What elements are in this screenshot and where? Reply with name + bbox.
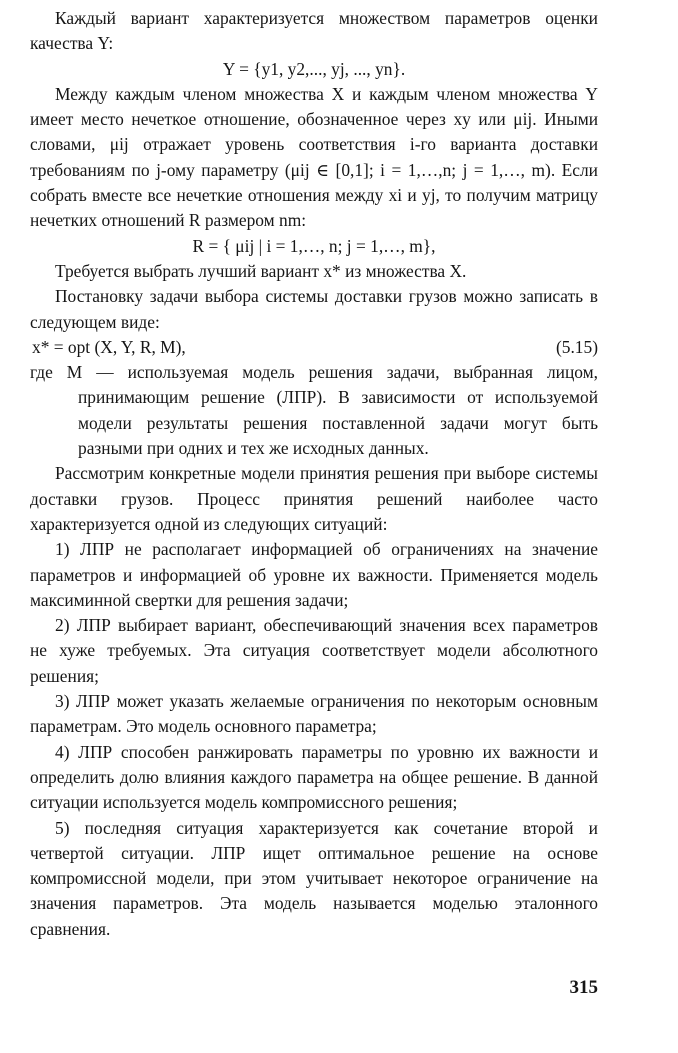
equation-y-set: Y = {y1, y2,..., yj, ..., yn}. <box>222 58 406 79</box>
equation-opt-row <box>30 335 598 360</box>
list-item-2: 2) ЛПР выбирает вариант, обеспечивающий значения всех параметров не хуже требуемых. Эта ситуация соответствует модели абсолютного решения; <box>30 615 598 686</box>
paragraph-fuzzy-relation: Между каждым членом множества X и каждым членом множества Y имеет место нечеткое отношение, обозначенное через xy или μij. Иными словами, μij отражает уровень соответствия i-го варианта доставки требованиям по j-ому параметру (μij ∈ [0,1]; i = 1,…,n; j = 1,…, m). Если собрать вместе все нечеткие отношения между xi и yj, то получим матрицу нечетких отношений R размером nm: <box>30 83 598 231</box>
list-item-3: 3) ЛПР может указать желаемые ограничения по некоторым основным параметрам. Это модель основного параметра; <box>30 691 598 737</box>
paragraph-model-definition: где M — используемая модель решения задачи, выбранная лицом, принимающим решение (ЛПР). В зависимости от используемой модели результаты решения поставленной задачи могут быть разными при одних и тех же исходных данных. <box>30 362 598 459</box>
paragraph-situations-intro: Рассмотрим конкретные модели принятия решения при выборе системы доставки грузов. Процесс принятия решений наиболее часто характеризуется одной из следующих ситуаций: <box>30 463 598 534</box>
equation-number: (5.15) <box>555 336 598 357</box>
page-text <box>30 6 598 942</box>
page-number: 315 <box>569 977 598 998</box>
paragraph-intro: Каждый вариант характеризуется множеством параметров оценки качества Y: <box>30 8 598 54</box>
list-item-1: 1) ЛПР не располагает информацией об ограничениях на значение параметров и информацией об уровне их важности. Применяется модель максиминной свертки для решения задачи; <box>30 539 598 610</box>
paragraph-problem-statement: Постановку задачи выбора системы доставки грузов можно записать в следующем виде: <box>30 286 598 332</box>
list-item-5: 5) последняя ситуация характеризуется как сочетание второй и четвертой ситуации. ЛПР ищет оптимальное решение на основе компромиссной модели, при этом учитывает некоторое ограничение на значения параметров. Эта модель называется моделью эталонного сравнения. <box>30 817 598 939</box>
equation-r-matrix: R = { μij | i = 1,…, n; j = 1,…, m}, <box>192 235 436 256</box>
equation-opt: x* = opt (X, Y, R, M), <box>32 336 186 357</box>
paragraph-best-variant: Требуется выбрать лучший вариант x* из множества X. <box>55 260 467 281</box>
list-item-4: 4) ЛПР способен ранжировать параметры по уровню их важности и определить долю влияния каждого параметра на общее решение. В данной ситуации используется модель компромиссного решения; <box>30 741 598 813</box>
